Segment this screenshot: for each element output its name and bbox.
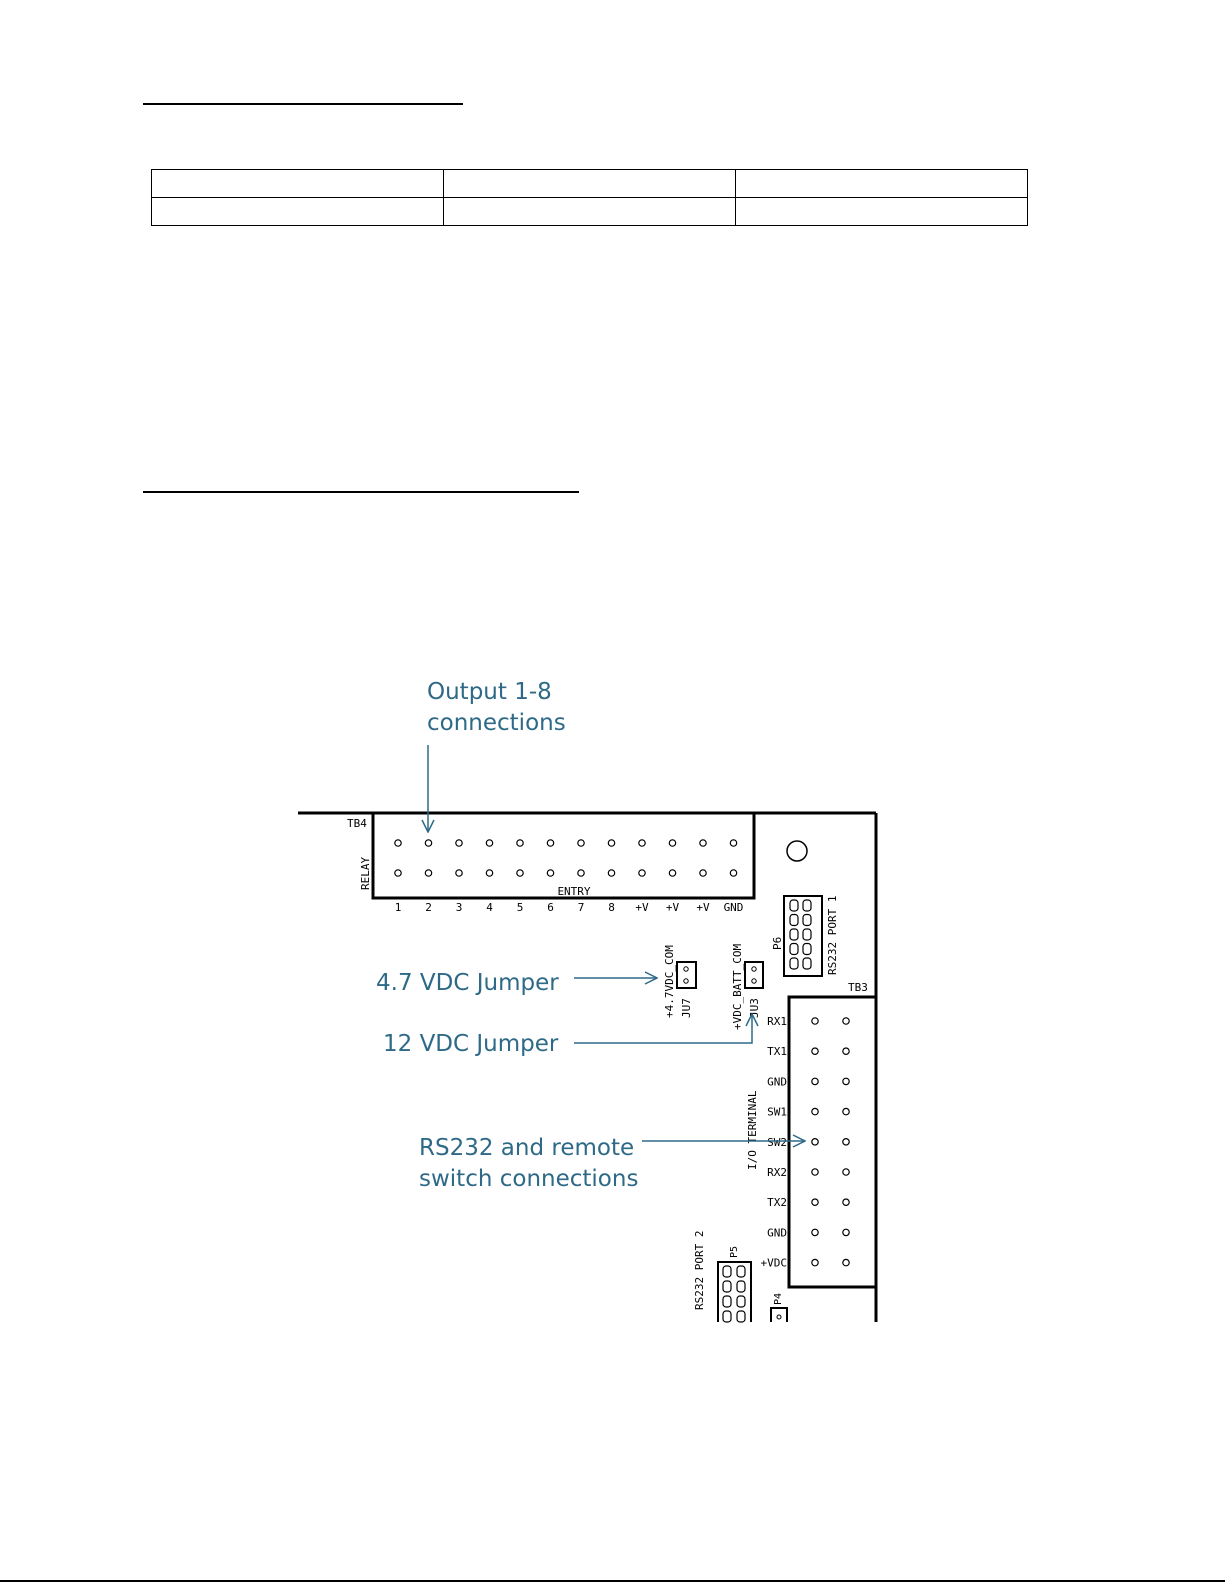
tb4-pin-hole bbox=[608, 870, 614, 876]
tb4-pin-hole bbox=[669, 840, 675, 846]
tb3-pin-hole bbox=[812, 1078, 818, 1084]
section-heading-rule-2 bbox=[143, 491, 579, 493]
tb3-pin-hole bbox=[812, 1108, 818, 1114]
tb4-pin-hole bbox=[517, 870, 523, 876]
ju7-net-label: +4.7VDC_COM bbox=[663, 945, 676, 1018]
tb4-pin-hole bbox=[730, 870, 736, 876]
tb4-pin-hole bbox=[700, 840, 706, 846]
p5-pins bbox=[723, 1266, 745, 1322]
tb4-pin-label: 5 bbox=[516, 901, 524, 914]
relay-label: RELAY bbox=[359, 856, 372, 890]
p5-label: P5 bbox=[729, 1245, 740, 1258]
ju7-jumper bbox=[677, 962, 696, 988]
table-cell bbox=[736, 198, 1028, 226]
p5-pin bbox=[737, 1281, 745, 1292]
rs232-port2-label: RS232 PORT 2 bbox=[693, 1230, 706, 1310]
empty-table bbox=[151, 169, 1028, 226]
tb3-pin-label: RX1 bbox=[767, 1015, 787, 1028]
p6-label: P6 bbox=[771, 936, 784, 950]
tb4-pin-hole bbox=[425, 870, 431, 876]
table-cell bbox=[152, 198, 444, 226]
ju3-jumper bbox=[745, 962, 763, 988]
tb3-pin-label: GND bbox=[767, 1226, 787, 1240]
jumper-12-callout: 12 VDC Jumper bbox=[383, 1031, 559, 1057]
tb3-pin-hole bbox=[812, 1018, 818, 1024]
tb3-pin-hole bbox=[812, 1259, 818, 1265]
tb3-pin-label: +VDC bbox=[760, 1256, 787, 1270]
tb4-pin-hole bbox=[700, 870, 706, 876]
ju3-pin bbox=[752, 979, 756, 983]
tb3-pin-label: SW1 bbox=[767, 1105, 787, 1119]
p5-pin bbox=[723, 1296, 731, 1307]
tb3-label: TB3 bbox=[848, 981, 868, 994]
tb3-pin-hole bbox=[812, 1199, 818, 1205]
table-cell bbox=[152, 170, 444, 198]
tb4-pin-label: 8 bbox=[608, 901, 615, 914]
tb4-pin-label: 2 bbox=[425, 901, 432, 914]
tb4-pin-label: 4 bbox=[486, 901, 493, 914]
tb3-pin-label: TX1 bbox=[767, 1045, 787, 1059]
ju7-pin bbox=[684, 967, 688, 971]
tb4-pin-label: 7 bbox=[577, 901, 585, 914]
p6-pin bbox=[803, 900, 811, 911]
tb3-pin-hole bbox=[843, 1078, 849, 1084]
mounting-hole bbox=[787, 841, 807, 861]
tb4-label: TB4 bbox=[347, 817, 367, 830]
table-row bbox=[152, 198, 1028, 226]
tb4-pin-label: +V bbox=[696, 901, 710, 914]
tb4-pin-holes bbox=[395, 840, 737, 876]
tb4-pin-hole bbox=[395, 840, 401, 846]
tb4-pin-hole bbox=[639, 840, 645, 846]
p5-pin bbox=[723, 1311, 731, 1322]
tb3-pin-label: RX2 bbox=[767, 1166, 787, 1179]
io-terminal-label: I/O TERMINAL bbox=[746, 1090, 759, 1170]
p6-pin bbox=[790, 900, 798, 911]
tb3-pin-hole bbox=[843, 1018, 849, 1024]
board-diagram bbox=[0, 640, 1225, 1340]
p6-pins bbox=[790, 900, 811, 969]
tb4-pin-label: 6 bbox=[547, 901, 554, 914]
tb3-pin-hole bbox=[843, 1229, 849, 1235]
tb3-rows bbox=[761, 1015, 850, 1270]
tb4-pin-labels bbox=[395, 901, 744, 914]
tb3-pin-hole bbox=[843, 1048, 849, 1054]
tb4-pin-label: +V bbox=[665, 901, 680, 914]
p5-pin bbox=[737, 1311, 745, 1322]
p6-pin bbox=[803, 944, 811, 955]
page-bottom-rule bbox=[0, 1580, 1225, 1582]
tb4-pin-hole bbox=[669, 870, 675, 876]
tb3-pin-hole bbox=[843, 1108, 849, 1114]
tb3-pin-hole bbox=[812, 1229, 818, 1235]
tb4-pin-hole bbox=[639, 870, 645, 876]
tb3-pin-hole bbox=[812, 1169, 818, 1175]
tb3-pin-hole bbox=[812, 1139, 818, 1145]
ju7-pin bbox=[684, 979, 688, 983]
tb4-pin-label: GND bbox=[723, 901, 744, 914]
tb4-pin-label: +V bbox=[635, 901, 649, 914]
p6-pin bbox=[803, 929, 811, 940]
tb4-pin-hole bbox=[608, 840, 614, 846]
section-heading-rule-1 bbox=[143, 103, 463, 105]
p6-pin bbox=[790, 929, 798, 940]
tb3-pin-hole bbox=[843, 1199, 849, 1205]
p6-pin bbox=[790, 944, 798, 955]
tb3-pin-hole bbox=[812, 1048, 818, 1054]
tb3-connector bbox=[789, 997, 876, 1287]
entry-label: ENTRY bbox=[557, 885, 591, 898]
table-row bbox=[152, 170, 1028, 198]
p4-label: P4 bbox=[773, 1292, 784, 1305]
tb4-pin-hole bbox=[547, 840, 553, 846]
tb4-pin-hole bbox=[547, 870, 553, 876]
p6-pin bbox=[803, 958, 811, 969]
tb4-pin-hole bbox=[425, 840, 431, 846]
output-callout-line2: connections bbox=[427, 710, 566, 736]
jumper-47-callout: 4.7 VDC Jumper bbox=[376, 970, 559, 996]
output-callout-line1: Output 1-8 bbox=[427, 679, 552, 705]
table-cell bbox=[444, 198, 736, 226]
table-cell bbox=[736, 170, 1028, 198]
tb3-pin-hole bbox=[843, 1259, 849, 1265]
tb4-pin-hole bbox=[456, 870, 462, 876]
p4-pin bbox=[777, 1315, 781, 1319]
tb4-pin-hole bbox=[486, 870, 492, 876]
tb3-pin-hole bbox=[843, 1169, 849, 1175]
tb4-pin-label: 1 bbox=[394, 901, 402, 914]
tb4-pin-hole bbox=[578, 840, 584, 846]
rs232-callout-line1: RS232 and remote bbox=[419, 1135, 635, 1161]
tb4-pin-hole bbox=[486, 840, 492, 846]
p5-pin bbox=[737, 1266, 745, 1277]
tb4-pin-label: 3 bbox=[455, 901, 463, 914]
tb4-pin-hole bbox=[456, 840, 462, 846]
p5-pin bbox=[723, 1266, 731, 1277]
rs232-port1-label: RS232 PORT 1 bbox=[826, 895, 839, 975]
tb4-pin-hole bbox=[578, 870, 584, 876]
p6-pin bbox=[803, 915, 811, 926]
ju3-net-label: +VDC_BATT_COM bbox=[731, 943, 744, 1030]
ju3-pin bbox=[752, 967, 756, 971]
ju7-label: JU7 bbox=[680, 998, 693, 1018]
p5-pin bbox=[737, 1296, 745, 1307]
tb4-pin-hole bbox=[517, 840, 523, 846]
rs232-callout-line2: switch connections bbox=[419, 1166, 639, 1192]
ju3-label: JU3 bbox=[748, 998, 761, 1018]
tb3-pin-label: SW2 bbox=[767, 1135, 787, 1149]
p5-pin bbox=[723, 1281, 731, 1292]
p6-pin bbox=[790, 958, 798, 969]
table-cell bbox=[444, 170, 736, 198]
tb4-pin-hole bbox=[730, 840, 736, 846]
tb3-pin-label: GND bbox=[767, 1075, 787, 1089]
tb3-pin-hole bbox=[843, 1139, 849, 1145]
tb4-pin-hole bbox=[395, 870, 401, 876]
p6-pin bbox=[790, 915, 798, 926]
tb3-pin-label: TX2 bbox=[767, 1196, 787, 1210]
